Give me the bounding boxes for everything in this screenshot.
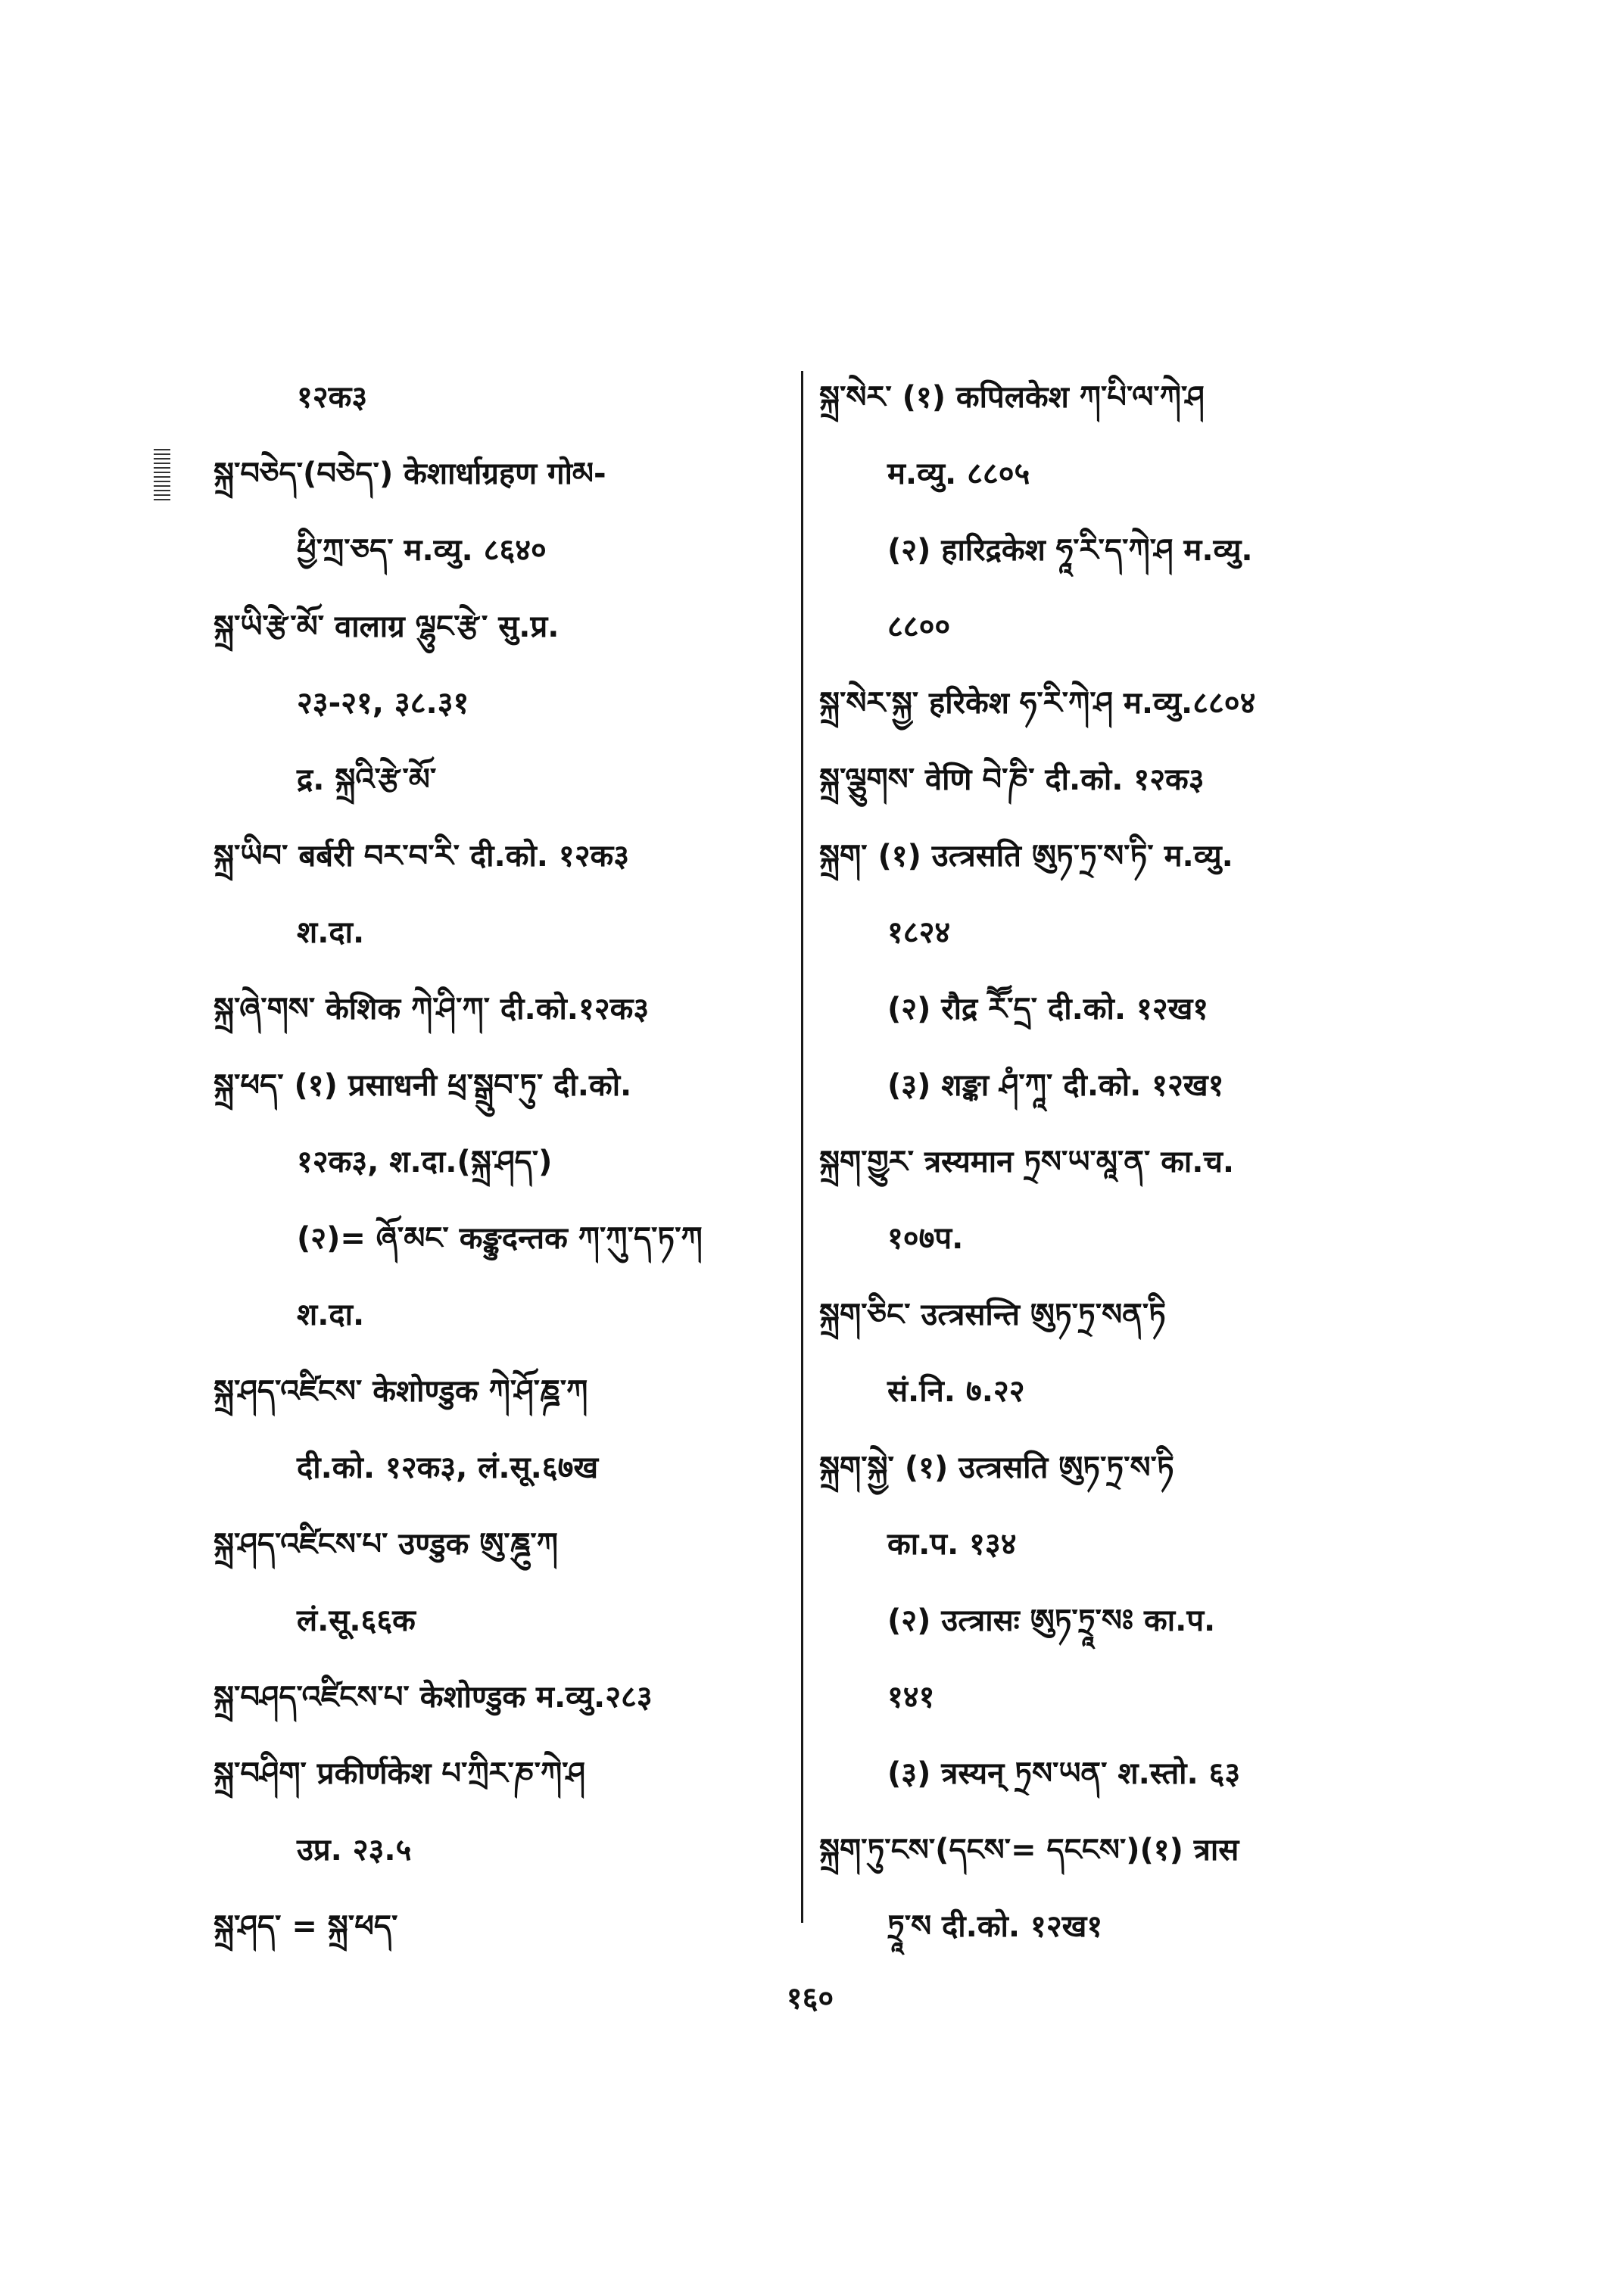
entry-line: श.दा.	[297, 915, 365, 950]
entry-line: སྐྲ་བཅེད་(བཅེད་) केशार्धाग्रहण गोམ-	[214, 456, 606, 491]
entry-line: སྐྲག་གྱུར་ त्रस्यमान ཏྲས་ཡ་མཱ་ན་ का.च.	[819, 1145, 1235, 1179]
right-column	[819, 360, 1379, 1965]
page-number: १६०	[786, 1981, 834, 2016]
column-divider	[801, 371, 803, 1923]
entry-line: (२) हारिद्रकेश ཧཱ་རི་ད་ཀེ་ཤ म.व्यु.	[887, 533, 1253, 568]
entry-line: म.व्यु. ८८०५	[887, 456, 1030, 491]
entry-line: द्र. སྐྲའི་རྩེ་མོ་	[297, 762, 437, 797]
entry-line: སྐྲ་ཤད་འཛིངས་ केशोण्डुक ཀེ་ཤོ་ཎྜ་ཀ	[214, 1374, 588, 1409]
entry-line: २३-२१, ३८.३१	[297, 686, 469, 721]
entry-line: སྐྲག་ཅིང་ उत्त्रसन्ति ཨུཏ་ཏྲ་སན་ཏི	[819, 1298, 1166, 1332]
entry-line: སྐྲ་ཕད་ (१) प्रसाधनी ཕྲ་སྒྲུབ་ཏུ་ दी.को.	[214, 1068, 632, 1103]
left-column	[214, 360, 774, 1965]
entry-line: १४१	[887, 1680, 935, 1715]
entry-line: (२) उत्त्रासः ཨུཏ་ཏྲཱ་སཿ का.प.	[887, 1603, 1216, 1638]
entry-line: སྐྲ་བཤིག་ प्रकीर्णकेश པ་ཀྲིར་ཎ་ཀེ་ཤ	[214, 1756, 586, 1791]
margin-mark	[154, 449, 170, 502]
entry-line: སྐྲག་སྐྱེ་ (१) उत्त्रसति ཨུཏ་ཏྲ་ས་ཏི	[819, 1450, 1174, 1485]
entry-line: སྐྲག་ཏུ་ངས་(དངས་= དངངས་)(१) त्रास	[819, 1833, 1239, 1868]
entry-line: (२) रौद्र རཽ་དྲ་ दी.को. १२ख१	[887, 992, 1209, 1027]
entry-line: का.प. १३४	[887, 1527, 1017, 1562]
entry-line: १२क३	[297, 380, 368, 415]
entry-line: ८८००	[887, 609, 951, 644]
entry-line: སྐྲ་ཡིབ་ बर्बरी བར་བ་རི་ दी.को. १२क३	[214, 839, 630, 874]
entry-line: སྐྲ་ཡི་རྩེ་མོ་ वालाग्र ལྷུང་རྩེ་ सु.प्र.	[214, 609, 560, 644]
entry-line: སྐྲ་ཞེ་གས་ केशिक ཀེ་ཤི་ཀ་ दी.को.१२क३	[214, 992, 650, 1027]
entry-line: लं.सू.६६क	[297, 1603, 416, 1638]
entry-line: ཕྱི་ཀྲ་ཅད་ म.व्यु. ८६४०	[297, 533, 547, 568]
entry-line: श.दा.	[297, 1298, 365, 1332]
entry-line: སྐྲ་བཤད་འཛིངས་པ་ केशोण्डुक म.व्यु.२८३	[214, 1680, 653, 1715]
entry-line: སྐྲ་སེར་ (१) कपिलकेश ཀ་པི་ལ་ཀེ་ཤ	[819, 380, 1205, 415]
entry-line: (३) शङ्का ཤཾ་ཀཱ་ दी.को. १२ख१	[887, 1068, 1224, 1103]
entry-line: १२क३, श.दा.(སྐྲ་ཤད་)	[297, 1145, 553, 1179]
entry-line: སྐྲ་ལྕུགས་ वेणि བེ་ཎི་ दी.को. १२क३	[819, 762, 1205, 797]
entry-line: སྐྲ་སེར་སྐྱ་ हरिकेश ཧ་རི་ཀེ་ཤ म.व्यु.८८०४	[819, 686, 1256, 721]
entry-line: १०७प.	[887, 1221, 964, 1256]
entry-line: सं.नि. ७.२२	[887, 1374, 1025, 1409]
entry-line: (२)= ཞོ་མང་ कङ्कुदन्तक ཀ་ཀུ་ད་ཏ་ཀ	[297, 1221, 703, 1256]
entry-line: སྐྲ་ཤད་འཛིངས་པ་ उण्डुक ཨུ་ཎྜུ་ཀ	[214, 1527, 558, 1562]
entry-line: ཏྲཱ་ས दी.को. १२ख१	[887, 1909, 1103, 1944]
entry-line: སྐྲ་ཤད་ = སྐྲ་ཕད་	[214, 1909, 398, 1944]
entry-line: སྐྲག་ (१) उत्त्रसति ཨུཏ་ཏྲ་ས་ཏི་ म.व्यु.	[819, 839, 1233, 874]
entry-line: उप्र. २३.५	[297, 1833, 412, 1868]
entry-line: (३) त्रस्यन् ཏྲས་ཡན་ श.स्तो. ६३	[887, 1756, 1241, 1791]
entry-line: १८२४	[887, 915, 951, 950]
entry-line: दी.को. १२क३, लं.सू.६७ख	[297, 1450, 599, 1485]
